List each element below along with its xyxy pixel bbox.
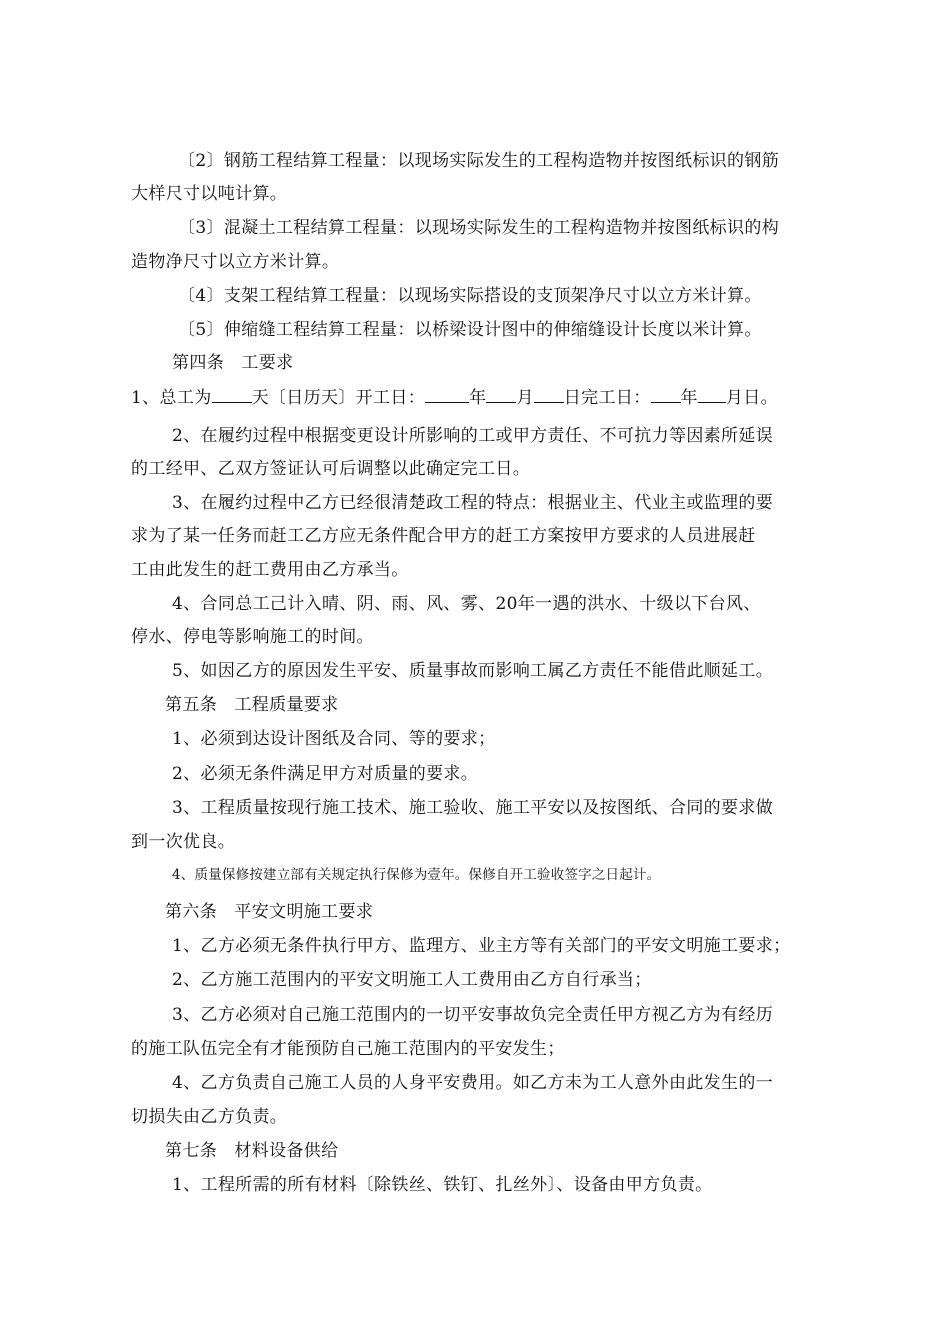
schedule-line (131, 386, 778, 409)
text-line: 到一次优良。 (131, 832, 236, 852)
text-line: 造物净尺寸以立方米计算。 (131, 252, 340, 272)
blank-start-year (425, 386, 469, 403)
text-line: 2、乙方施工范围内的平安文明施工人工费用由乙方自行承当； (172, 970, 652, 990)
section-heading: 第七条 材料设备供给 (165, 1141, 339, 1161)
section-heading: 第五条 工程质量要求 (165, 695, 339, 715)
text-line: 〔4〕支架工程结算工程量：以现场实际搭设的支顶架净尺寸以立方米计算。 (178, 286, 762, 306)
blank-end-year (651, 386, 681, 403)
schedule-text: 年 (680, 388, 698, 408)
text-line: 1、乙方必须无条件执行甲方、监理方、业主方等有关部门的平安文明施工要求； (172, 936, 791, 956)
text-line: 〔3〕混凝土工程结算工程量：以现场实际发生的工程构造物并按图纸标识的构 (178, 218, 780, 238)
schedule-text: 年 (469, 388, 487, 408)
schedule-text: 月日。 (725, 388, 778, 408)
text-line: 〔2〕钢筋工程结算工程量：以现场实际发生的工程构造物并按图纸标识的钢筋 (178, 151, 780, 171)
schedule-text: 1、总工为 (131, 388, 212, 408)
schedule-text: 月 (516, 388, 534, 408)
text-line: 3、工程质量按现行施工技术、施工验收、施工平安以及按图纸、合同的要求做 (172, 798, 774, 818)
text-line: 切损失由乙方负责。 (131, 1107, 288, 1127)
section-heading: 第六条 平安文明施工要求 (165, 902, 374, 922)
text-line: 求为了某一任务而赶工乙方应无条件配合甲方的赶工方案按甲方要求的人员进展赶 (131, 526, 756, 546)
text-line: 4、乙方负责自己施工人员的人身平安费用。如乙方未为工人意外由此发生的一 (172, 1073, 774, 1093)
text-line: 1、工程所需的所有材料〔除铁丝、铁钉、扎丝外〕、设备由甲方负责。 (172, 1175, 713, 1195)
text-line: 2、必须无条件满足甲方对质量的要求。 (172, 764, 479, 784)
text-line: 大样尺寸以吨计算。 (131, 184, 288, 204)
text-line: 〔5〕伸缩缝工程结算工程量：以桥梁设计图中的伸缩缝设计长度以米计算。 (178, 320, 762, 340)
section-heading: 第四条 工要求 (172, 353, 294, 373)
blank-days (212, 386, 252, 403)
text-line: 5、如因乙方的原因发生平安、质量事故而影响工属乙方责任不能借此顺延工。 (172, 661, 774, 681)
text-line: 的工经甲、乙双方签证认可后调整以此确定完工日。 (131, 459, 531, 479)
text-line: 停水、停电等影响施工的时间。 (131, 627, 374, 647)
schedule-text: 天〔日历天〕开工日： (251, 388, 426, 408)
text-line: 3、在履约过程中乙方已经很清楚政工程的特点：根据业主、代业主或监理的要 (172, 493, 774, 513)
text-line: 的施工队伍完全有才能预防自己施工范围内的平安发生； (131, 1039, 565, 1059)
blank-start-month (486, 386, 516, 403)
text-line-small: 4、质量保修按建立部有关规定执行保修为壹年。保修自开工验收签字之日起计。 (172, 867, 661, 883)
text-line: 3、乙方必须对自己施工范围内的一切平安事故负完全责任甲方视乙方为有经历 (172, 1005, 774, 1025)
schedule-text: 日完工日： (563, 388, 651, 408)
blank-start-day (534, 386, 564, 403)
text-line: 工由此发生的赶工费用由乙方承当。 (131, 560, 409, 580)
text-line: 2、在履约过程中根据变更设计所影响的工或甲方责任、不可抗力等因素所延误 (172, 426, 774, 446)
text-line: 1、必须到达设计图纸及合同、等的要求； (172, 729, 496, 749)
text-line: 4、合同总工己计入晴、阴、雨、风、雾、20年一遇的洪水、十级以下台风、 (172, 594, 761, 614)
blank-end-month (698, 386, 726, 403)
